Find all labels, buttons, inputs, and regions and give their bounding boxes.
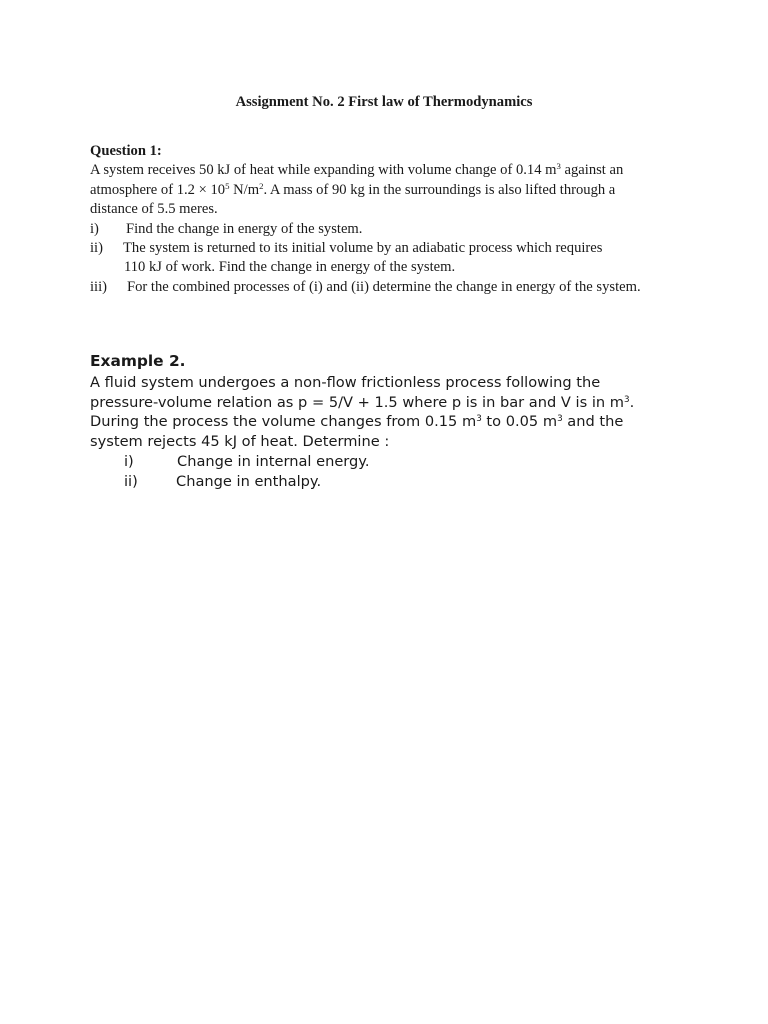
superscript: 3 bbox=[623, 394, 630, 405]
list-number: i) bbox=[90, 220, 99, 237]
list-text: Change in enthalpy. bbox=[176, 472, 322, 490]
text-run: against an bbox=[560, 162, 624, 179]
example-2-line-3 bbox=[90, 412, 690, 432]
list-text: For the combined processes of (i) and (ii) determine the change in energy of the system. bbox=[127, 278, 641, 295]
superscript: 3 bbox=[476, 414, 482, 425]
list-number: i) bbox=[124, 452, 134, 470]
text-run: . A mass of 90 kg in the surroundings is also lifted through a bbox=[263, 181, 616, 198]
text-run: During the process the volume changes from 0.15 m bbox=[90, 413, 477, 431]
list-number: iii) bbox=[90, 278, 108, 295]
example-2-heading: Example 2. bbox=[90, 352, 186, 370]
text-run: to 0.05 m bbox=[481, 413, 558, 431]
example-2-item-ii bbox=[90, 472, 690, 492]
text-run: A system receives 50 kJ of heat while expanding with volume change of 0.14 m bbox=[90, 162, 557, 179]
question-1-block bbox=[90, 142, 690, 297]
example-2-item-i bbox=[90, 452, 690, 472]
question-1-heading: Question 1: bbox=[90, 143, 162, 159]
superscript: 2 bbox=[259, 181, 264, 191]
example-2-line-4: system rejects 45 kJ of heat. Determine : bbox=[90, 433, 390, 451]
example-2-line-1: A fluid system undergoes a non-flow frictionless process following the bbox=[90, 373, 601, 391]
list-number: ii) bbox=[124, 472, 138, 490]
list-text: Change in internal energy. bbox=[177, 452, 370, 470]
question-1-item-iii bbox=[90, 278, 690, 297]
page-title: Assignment No. 2 First law of Thermodynamics bbox=[235, 94, 533, 110]
list-number: ii) bbox=[90, 240, 103, 257]
text-run: atmosphere of 1.2 × 10 bbox=[90, 181, 226, 198]
superscript: 3 bbox=[556, 161, 561, 172]
text-run: pressure-volume relation as p = 5/V + 1.5 where p is in bar and V is in m bbox=[90, 393, 624, 411]
question-1-line-2 bbox=[90, 181, 690, 200]
text-run: and the bbox=[562, 413, 624, 431]
question-1-item-i bbox=[90, 220, 690, 239]
example-2-block bbox=[90, 352, 690, 492]
question-1-line-3: distance of 5.5 meres. bbox=[90, 201, 218, 218]
list-text: Find the change in energy of the system. bbox=[126, 220, 363, 237]
text-run: . bbox=[629, 393, 635, 411]
text-run: N/m bbox=[229, 181, 260, 198]
superscript: 5 bbox=[225, 181, 230, 191]
question-1-item-ii bbox=[90, 239, 690, 258]
superscript: 3 bbox=[557, 414, 563, 425]
question-1-line-1 bbox=[90, 161, 690, 180]
example-2-line-2 bbox=[90, 393, 690, 413]
question-1-item-ii-continuation: 110 kJ of work. Find the change in energy of the system. bbox=[124, 259, 456, 276]
list-text: The system is returned to its initial volume by an adiabatic process which requires bbox=[123, 240, 603, 257]
